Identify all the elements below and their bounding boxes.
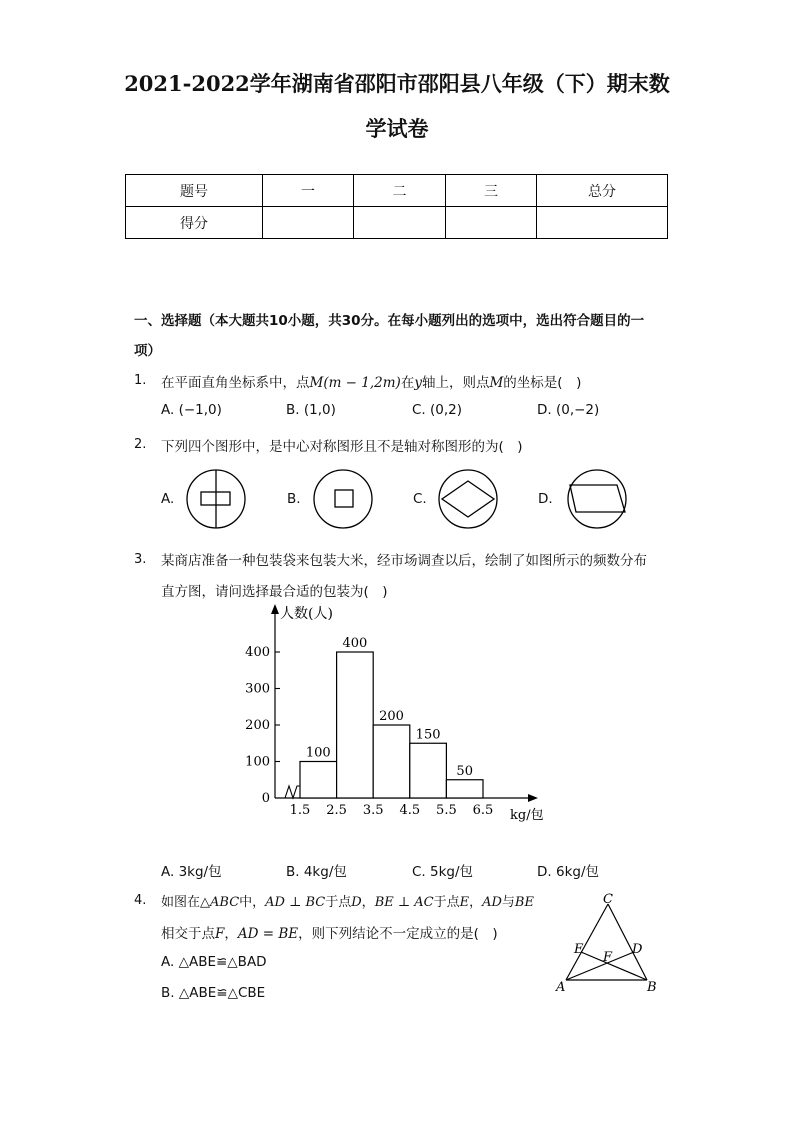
histogram-bar — [410, 743, 447, 798]
label-c: C — [603, 892, 613, 907]
label-a: A — [556, 980, 566, 995]
q3-stem-line2: 直方图，请问选择最合适的包装为( ) — [161, 584, 388, 600]
q2-option-a-label[interactable]: A. — [161, 491, 175, 507]
rhombus-shape — [442, 481, 494, 517]
label-f: F — [603, 950, 613, 965]
x-axis-label: kg/包 — [510, 808, 544, 823]
q4-math: BE — [514, 895, 534, 910]
q4-text: ， — [469, 895, 483, 910]
page-title-line2: 学试卷 — [365, 116, 429, 141]
score-header-2: 二 — [354, 175, 446, 207]
q3-option-d-text: D. 6kg/包 — [537, 864, 600, 880]
histogram-bar — [300, 762, 337, 799]
score-row-label: 得分 — [126, 207, 263, 239]
q1-math-axis: y — [414, 375, 422, 391]
q4-option-b[interactable] — [161, 985, 265, 1001]
q3-stem-line1: 某商店准备一种包装袋来包装大米，经市场调查以后，绘制了如图所示的频数分布 — [161, 553, 647, 569]
q4-math: AD — [482, 895, 502, 910]
q4-text: 于点 — [325, 895, 352, 910]
section-heading-line1: 一、选择题（本大题共10小题，共30分。在每小题列出的选项中，选出符合题目的一 — [134, 313, 645, 329]
frequency-histogram — [240, 600, 560, 830]
y-tick-label: 300 — [245, 681, 270, 697]
q4-option-b-text: B. △ABE≌△CBE — [161, 985, 266, 1001]
q4-math: AD ⊥ BC — [265, 895, 326, 910]
score-header-1: 一 — [263, 175, 354, 207]
y-tick-label: 400 — [245, 645, 270, 660]
y-axis-arrow — [271, 604, 279, 614]
q4-stem-line2 — [161, 922, 498, 942]
q4-text: 于点 — [433, 895, 460, 910]
q2-number: 2. — [134, 437, 147, 452]
y-tick-label: 200 — [245, 718, 270, 733]
q4-stem-line1 — [161, 891, 534, 910]
q4-math: E — [459, 895, 470, 910]
q3-option-b[interactable] — [286, 860, 347, 880]
score-header-label: 题号 — [126, 175, 263, 207]
q1-text-c: 轴上，则点 — [421, 375, 490, 391]
q4-option-a[interactable] — [161, 954, 267, 970]
y-tick-label: 0 — [261, 791, 270, 806]
q2-figure-a[interactable] — [185, 468, 247, 530]
q4-text: ， — [361, 895, 375, 910]
q1-number: 1. — [134, 373, 147, 388]
q2-figure-b[interactable] — [312, 468, 374, 530]
q4-text: 如图在 — [161, 895, 201, 910]
side-ac — [566, 904, 608, 980]
bar-value-label: 200 — [379, 709, 404, 724]
section-heading-line2: 项） — [134, 343, 161, 359]
q4-text: ，则下列结论不一定成立的是( ) — [298, 926, 498, 942]
q1-option-d[interactable]: D. (0,−2) — [537, 402, 600, 418]
score-table — [125, 174, 668, 239]
axis-break — [285, 786, 300, 798]
q1-text-d: 的坐标是( ) — [503, 375, 582, 391]
circle-shape — [314, 470, 372, 528]
score-cell-total[interactable] — [537, 207, 668, 239]
q1-option-b[interactable]: B. (1,0) — [286, 402, 336, 418]
x-axis-arrow — [528, 794, 538, 802]
score-cell-3[interactable] — [446, 207, 537, 239]
q4-text: 相交于点 — [161, 926, 215, 942]
x-tick-label: 1.5 — [289, 803, 311, 818]
q1-math-m: M — [489, 375, 504, 391]
x-tick-label: 5.5 — [436, 803, 457, 818]
q3-option-c-text: C. 5kg/包 — [412, 864, 474, 880]
label-d: D — [632, 942, 643, 957]
q2-option-d-label[interactable]: D. — [538, 491, 553, 507]
histogram-bar — [446, 780, 483, 798]
page-title-line1: 2021-2022学年湖南省邵阳市邵阳县八年级（下）期末数 — [124, 71, 670, 96]
x-tick-label: 4.5 — [399, 803, 421, 818]
q3-option-c[interactable] — [412, 860, 473, 880]
bar-value-label: 100 — [305, 745, 331, 761]
x-tick-label: 3.5 — [362, 803, 384, 818]
q4-number: 4. — [134, 893, 147, 908]
q3-option-a[interactable] — [161, 860, 222, 880]
circle-shape — [568, 470, 626, 528]
x-tick-label: 2.5 — [326, 803, 347, 818]
q4-text: ， — [224, 926, 238, 942]
score-cell-2[interactable] — [354, 207, 446, 239]
q2-option-b-label[interactable]: B. — [287, 491, 301, 507]
q4-math: BE ⊥ AC — [374, 895, 434, 910]
q4-math: F — [215, 926, 225, 942]
q3-option-a-text: A. 3kg/包 — [161, 864, 222, 880]
histogram-bar — [373, 725, 410, 798]
q4-text: 与 — [501, 895, 515, 910]
y-axis-label: 人数(人) — [280, 606, 333, 622]
q1-option-c[interactable]: C. (0,2) — [412, 402, 463, 418]
bar-value-label: 400 — [342, 636, 368, 651]
label-b: B — [647, 980, 657, 995]
q2-figure-d[interactable] — [564, 468, 630, 530]
q3-number: 3. — [134, 552, 147, 567]
score-header-3: 三 — [446, 175, 537, 207]
circle-shape — [439, 470, 497, 528]
score-table-score-row — [126, 207, 668, 239]
score-header-total: 总分 — [537, 175, 668, 207]
q4-option-a-text: A. △ABE≌△BAD — [161, 954, 267, 970]
score-cell-1[interactable] — [263, 207, 354, 239]
q4-triangle-figure — [552, 890, 662, 998]
q2-stem: 下列四个图形中，是中心对称图形且不是轴对称图形的为( ) — [161, 439, 523, 455]
q3-option-d[interactable] — [537, 860, 599, 880]
q4-math: △ABC — [200, 895, 240, 910]
parallelogram-shape — [570, 485, 625, 512]
q1-option-a[interactable]: A. (−1,0) — [161, 402, 222, 418]
label-e: E — [574, 942, 584, 957]
y-tick-label: 100 — [245, 754, 270, 770]
q1-text-a: 在平面直角坐标系中，点 — [161, 375, 310, 391]
q4-math: AD = BE — [237, 926, 299, 942]
histogram-bar — [337, 652, 374, 798]
q1-text-b: 在 — [400, 375, 415, 391]
x-tick-label: 6.5 — [472, 803, 494, 818]
bar-value-label: 50 — [456, 763, 473, 779]
q3-option-b-text: B. 4kg/包 — [286, 864, 347, 880]
bar-value-label: 150 — [415, 727, 441, 743]
q1-stem — [161, 371, 581, 391]
q4-math: D — [351, 895, 362, 910]
score-table-header-row — [126, 175, 668, 207]
square-shape — [335, 490, 353, 507]
q2-option-c-label[interactable]: C. — [413, 491, 427, 507]
q1-math-point: M(m − 1,2m) — [309, 375, 401, 391]
q2-figure-c[interactable] — [437, 468, 499, 530]
q4-text: 中， — [239, 895, 266, 910]
